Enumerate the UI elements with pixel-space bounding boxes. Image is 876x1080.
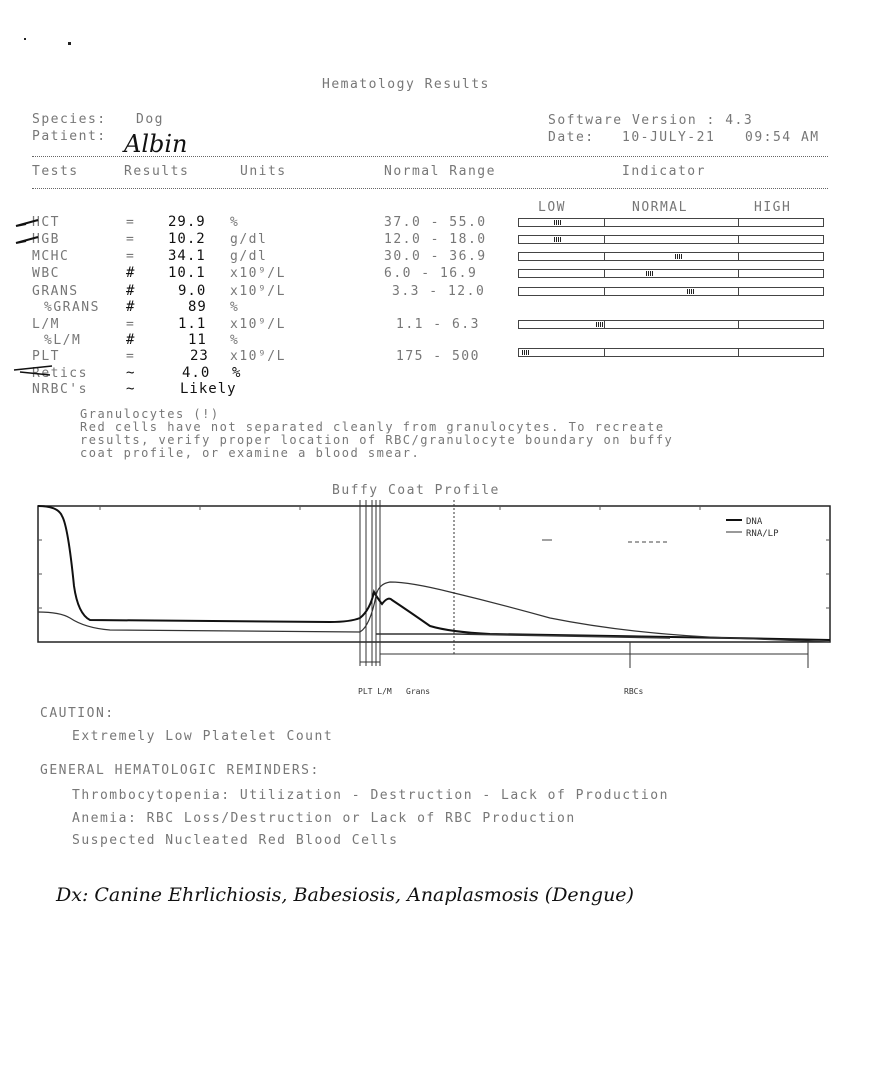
rna-lp-curve xyxy=(38,582,830,642)
species-value: Dog xyxy=(136,112,164,127)
indicator-segment xyxy=(738,219,739,226)
row-flag: # xyxy=(126,265,136,281)
note-line: results, verify proper location of RBC/granulocyte boundary on buffy xyxy=(80,433,674,447)
legend-dna-label: DNA xyxy=(746,517,763,527)
col-normal-range: Normal Range xyxy=(384,164,496,179)
row-result: 23 xyxy=(190,348,209,364)
arrow-mark-icon xyxy=(16,237,38,243)
date-value: 10-JULY-21 xyxy=(622,130,716,145)
indicator-marker xyxy=(554,220,561,225)
row-unit: % xyxy=(230,333,240,348)
col-indicator: Indicator xyxy=(622,164,706,179)
indicator-marker xyxy=(596,322,603,327)
axis-label-plt-lm: PLT L/M xyxy=(358,687,392,696)
indicator-segment xyxy=(604,253,605,260)
col-units: Units xyxy=(240,164,287,179)
row-flag: ~ xyxy=(126,381,136,397)
reminder-item: Suspected Nucleated Red Blood Cells xyxy=(72,833,399,848)
indicator-bar xyxy=(518,348,824,357)
row-range: 37.0 - 55.0 xyxy=(384,215,487,230)
row-result: 89 xyxy=(188,299,207,315)
indicator-bar xyxy=(518,269,824,278)
reminder-item: Thrombocytopenia: Utilization - Destruction - Lack of Production xyxy=(72,788,669,803)
indicator-high-label: HIGH xyxy=(754,200,792,215)
indicator-segment xyxy=(604,270,605,277)
scan-speck xyxy=(68,42,71,45)
row-unit: g/dl xyxy=(230,249,268,264)
indicator-segment xyxy=(738,270,739,277)
row-result: 1.1 xyxy=(178,316,207,332)
row-unit: g/dl xyxy=(230,232,268,247)
indicator-segment xyxy=(604,219,605,226)
row-result: 4.0 xyxy=(182,365,211,381)
row-flag: # xyxy=(126,283,136,299)
row-range: 6.0 - 16.9 xyxy=(384,266,478,281)
row-unit: x10⁹/L xyxy=(230,284,286,299)
indicator-segment xyxy=(604,236,605,243)
row-test: MCHC xyxy=(32,249,70,264)
boundary-lines xyxy=(360,500,808,668)
divider xyxy=(32,156,828,157)
row-unit: % xyxy=(230,300,240,315)
row-range: 12.0 - 18.0 xyxy=(384,232,487,247)
legend-rna-label: RNA/LP xyxy=(746,529,779,539)
note-line: Red cells have not separated cleanly from granulocytes. To recreate xyxy=(80,420,665,434)
indicator-bar xyxy=(518,218,824,227)
caution-text: Extremely Low Platelet Count xyxy=(72,729,334,744)
chart-frame xyxy=(38,506,830,642)
row-result: 29.9 xyxy=(168,214,206,230)
row-result: 9.0 xyxy=(178,283,207,299)
indicator-marker xyxy=(554,237,561,242)
time-value: 09:54 AM xyxy=(745,130,820,145)
row-result: 10.2 xyxy=(168,231,206,247)
reminder-item: Anemia: RBC Loss/Destruction or Lack of RBC Production xyxy=(72,811,576,826)
row-test: %GRANS xyxy=(44,300,100,315)
note-line: Granulocytes (!) xyxy=(80,407,220,421)
row-test: L/M xyxy=(32,317,60,332)
indicator-segment xyxy=(738,321,739,328)
reminders-title: GENERAL HEMATOLOGIC REMINDERS: xyxy=(40,763,320,778)
indicator-bar xyxy=(518,320,824,329)
row-range: 1.1 - 6.3 xyxy=(396,317,480,332)
note-line: coat profile, or examine a blood smear. xyxy=(80,446,421,460)
axis-label-rbcs: RBCs xyxy=(624,687,644,696)
row-flag: # xyxy=(126,299,136,315)
row-result: 34.1 xyxy=(168,248,206,264)
axis-label-grans: Grans xyxy=(406,687,431,696)
row-result: 10.1 xyxy=(168,265,206,281)
indicator-bar xyxy=(518,252,824,261)
divider xyxy=(32,188,828,189)
row-flag: = xyxy=(126,232,136,247)
chart-title: Buffy Coat Profile xyxy=(332,483,500,498)
row-range: 3.3 - 12.0 xyxy=(392,284,486,299)
row-result: Likely xyxy=(180,381,237,397)
row-range: 175 - 500 xyxy=(396,349,480,364)
row-test: PLT xyxy=(32,349,60,364)
indicator-segment xyxy=(738,288,739,295)
row-flag: = xyxy=(126,215,136,230)
indicator-marker xyxy=(646,271,653,276)
indicator-segment xyxy=(738,236,739,243)
patient-value: Albin xyxy=(124,130,188,158)
row-result: 11 xyxy=(188,332,207,348)
col-tests: Tests xyxy=(32,164,79,179)
row-flag: = xyxy=(126,249,136,264)
row-flag: # xyxy=(126,332,136,348)
row-range: 30.0 - 36.9 xyxy=(384,249,487,264)
row-flag: = xyxy=(126,349,136,364)
indicator-marker xyxy=(675,254,682,259)
indicator-segment xyxy=(604,321,605,328)
indicator-bar xyxy=(518,287,824,296)
handwritten-diagnosis: Dx: Canine Ehrlichiosis, Babesiosis, Anaplasmosis (Dengue) xyxy=(56,884,634,906)
page-title: Hematology Results xyxy=(322,77,490,92)
row-unit: % xyxy=(232,365,242,381)
row-flag: = xyxy=(126,317,136,332)
row-test: HCT xyxy=(32,215,60,230)
indicator-bar xyxy=(518,235,824,244)
indicator-marker xyxy=(522,350,529,355)
arrow-mark-icon xyxy=(16,220,38,226)
chart-ticks xyxy=(38,506,830,608)
row-unit: x10⁹/L xyxy=(230,349,286,364)
caution-title: CAUTION: xyxy=(40,706,115,721)
date-label: Date: xyxy=(548,130,595,145)
row-test: HGB xyxy=(32,232,60,247)
row-unit: % xyxy=(230,215,240,230)
buffy-coat-profile-chart xyxy=(30,496,836,702)
indicator-normal-label: NORMAL xyxy=(632,200,688,215)
indicator-segment xyxy=(604,349,605,356)
handwritten-marks xyxy=(10,214,70,384)
software-version: Software Version : 4.3 xyxy=(548,113,754,128)
indicator-segment xyxy=(738,349,739,356)
row-test: WBC xyxy=(32,266,60,281)
row-test: Retics xyxy=(32,366,88,381)
indicator-low-label: LOW xyxy=(538,200,566,215)
row-unit: x10⁹/L xyxy=(230,266,286,281)
indicator-segment xyxy=(738,253,739,260)
dna-curve xyxy=(38,506,830,640)
species-label: Species: xyxy=(32,112,107,127)
row-flag: ~ xyxy=(126,365,136,381)
row-test: GRANS xyxy=(32,284,79,299)
row-test: %L/M xyxy=(44,333,82,348)
indicator-marker xyxy=(687,289,694,294)
row-test: NRBC's xyxy=(32,382,88,397)
col-results: Results xyxy=(124,164,190,179)
indicator-segment xyxy=(604,288,605,295)
row-unit: x10⁹/L xyxy=(230,317,286,332)
patient-label: Patient: xyxy=(32,129,107,144)
scan-speck xyxy=(24,38,26,40)
arrow-mark-icon xyxy=(14,366,52,375)
